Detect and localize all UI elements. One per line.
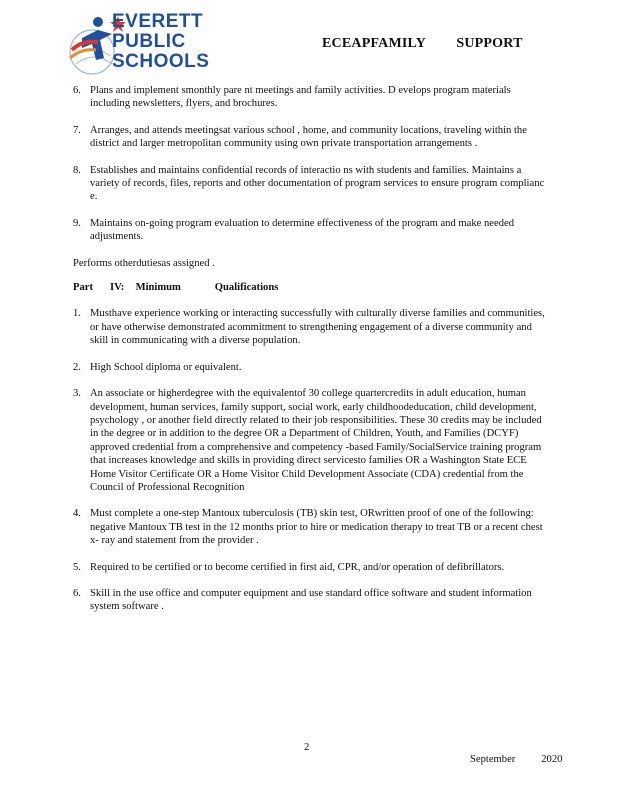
item-text: An associate or higherdegree with the equivalentof 30 college quartercredits in adult education, human development, human services, family support, social work, early childhoodeducation, child development, psychology , or another field directly related to their job responsibilities. These 30 credits may be included in the degree or in addition to the degree OR a Department of Children, Youth, and Families (DCYF) approved credential from a comprehensive and competency -based Family/SocialService training program that increases knowledge and skills in providing direct servicesto families OR a Washington State ECE Home Visitor Certificate OR a Home Visitor Child Development Associate (CDA) credential from the Council of Professional Recognition (90, 388, 542, 493)
item-number: 9. (73, 217, 81, 229)
document-title: ECEAPFAMILY SUPPORT (322, 36, 523, 51)
list-item (73, 164, 551, 204)
list-item (73, 124, 551, 151)
item-text: Musthave experience working or interacting successfully with culturally diverse families and communities, or have otherwise demonstrated acommitment to strengthening engagement of a diverse community and skill in communicating with a diverse population. (90, 308, 545, 347)
item-text: Maintains on-going program evaluation to determine effectiveness of the program and make needed adjustments. (90, 217, 514, 243)
section-heading: Part IV: Minimum Qualifications (73, 282, 279, 294)
item-number: 6. (73, 587, 81, 599)
list-item (73, 387, 551, 494)
footer-date: September 2020 (470, 754, 563, 765)
item-text: Establishes and maintains confidential records of interactio ns with students and families. Maintains a variety of records, files, reports and other documentation of program services to ensure program complianc e. (90, 164, 545, 203)
item-number: 8. (73, 164, 81, 176)
list-item (73, 361, 551, 374)
logo-wordmark (112, 12, 209, 72)
document-body (73, 84, 551, 627)
list-item (73, 307, 551, 347)
district-logo (68, 12, 240, 80)
item-number: 4. (73, 508, 81, 520)
logo-line-3: SCHOOLS (112, 51, 210, 72)
item-number: 5. (73, 561, 81, 573)
item-number: 2. (73, 361, 81, 373)
other-duties-text: Performs otherdutiesas assigned . (73, 257, 215, 269)
item-text: Plans and implement smonthly pare nt meetings and family activities. D evelops program materials including newsletters, flyers, and brochures. (90, 85, 511, 110)
list-item (73, 507, 551, 547)
item-text: Required to be certified or to become certified in first aid, CPR, and/or operation of defibrillators. (90, 561, 505, 573)
item-number: 7. (73, 124, 81, 136)
item-text: High School diploma or equivalent. (90, 361, 242, 373)
item-text: Skill in the use office and computer equipment and use standard office software and student information system software . (90, 587, 532, 613)
page-number: 2 (304, 742, 310, 753)
item-number: 1. (73, 308, 81, 320)
item-number: 3. (73, 388, 81, 400)
item-text: Arranges, and attends meetingsat various school , home, and community locations, traveling within the district and larger metropolitan community using own private transportation arrangements . (90, 124, 527, 150)
list-item (73, 587, 551, 614)
logo-line-1: EVERETT (112, 11, 204, 32)
list-item (73, 561, 551, 574)
logo-line-2: PUBLIC (112, 31, 186, 52)
list-item (73, 217, 551, 244)
item-text: Must complete a one-step Mantoux tuberculosis (TB) skin test, ORwritten proof of one of the following: negative Mantoux TB test in the 12 months prior to hire or medication therapy to treat TB or a recent chest x- ray and statement from the provider . (90, 508, 543, 547)
item-number: 6. (73, 85, 81, 96)
list-item (73, 84, 551, 111)
